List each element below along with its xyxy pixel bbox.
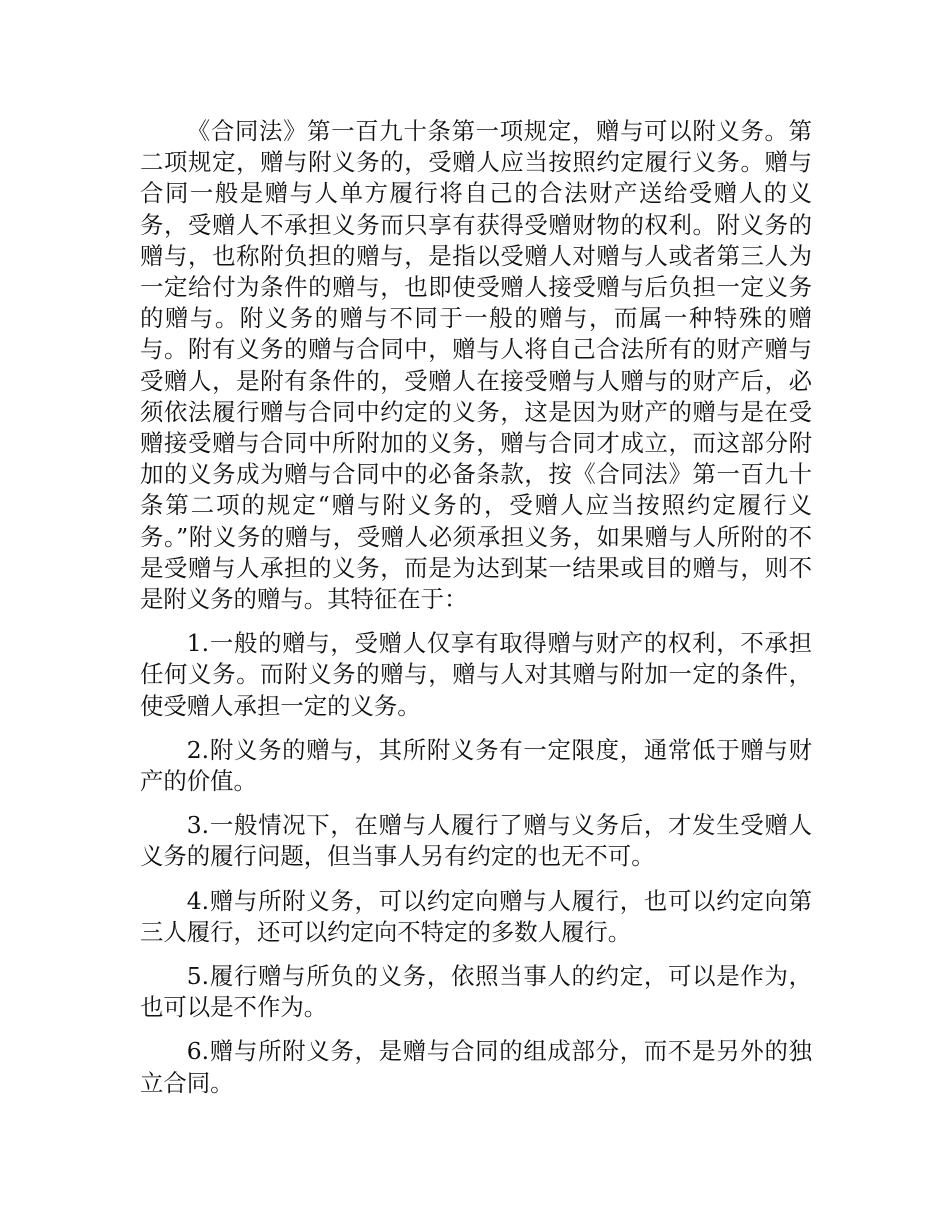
feature-item-2: 2.附义务的赠与，其所附义务有一定限度，通常低于赠与财产的价值。: [140, 735, 812, 796]
feature-item-5: 5.履行赠与所负的义务，依照当事人的约定，可以是作为，也可以是不作为。: [140, 962, 812, 1022]
feature-item-6: 6.赠与所附义务，是赠与合同的组成部分，而不是另外的独立合同。: [140, 1037, 812, 1097]
document-body: [140, 116, 812, 1099]
feature-item-3: 3.一般情况下，在赠与人履行了赠与义务后，才发生受赠人义务的履行问题，但当事人另有约定的也无不可。: [140, 811, 812, 871]
feature-item-1: 1.一般的赠与，受赠人仅享有取得赠与财产的权利，不承担任何义务。而附义务的赠与，赠与人对其赠与附加一定的条件，使受赠人承担一定的义务。: [140, 629, 812, 720]
intro-paragraph: 《合同法》第一百九十条第一项规定，赠与可以附义务。第二项规定，赠与附义务的，受赠人应当按照约定履行义务。赠与合同一般是赠与人单方履行将自己的合法财产送给受赠人的义务，受赠人不承担义务而只享有获得受赠财物的权利。附义务的赠与，也称附负担的赠与，是指以受赠人对赠与人或者第三人为一定给付为条件的赠与，也即使受赠人接受赠与后负担一定义务的赠与。附义务的赠与不同于一般的赠与，而属一种特殊的赠与。附有义务的赠与合同中，赠与人将自己合法所有的财产赠与受赠人，是附有条件的，受赠人在接受赠与人赠与的财产后，必须依法履行赠与合同中约定的义务，这是因为财产的赠与是在受赠接受赠与合同中所附加的义务，赠与合同才成立，而这部分附加的义务成为赠与合同中的必备条款，按《合同法》第一百九十条第二项的规定“赠与附义务的，受赠人应当按照约定履行义务。”附义务的赠与，受赠人必须承担义务，如果赠与人所附的不是受赠与人承担的义务，而是为达到某一结果或目的赠与，则不是附义务的赠与。其特征在于：: [140, 117, 812, 614]
feature-item-4: 4.赠与所附义务，可以约定向赠与人履行，也可以约定向第三人履行，还可以约定向不特定的多数人履行。: [140, 886, 812, 946]
